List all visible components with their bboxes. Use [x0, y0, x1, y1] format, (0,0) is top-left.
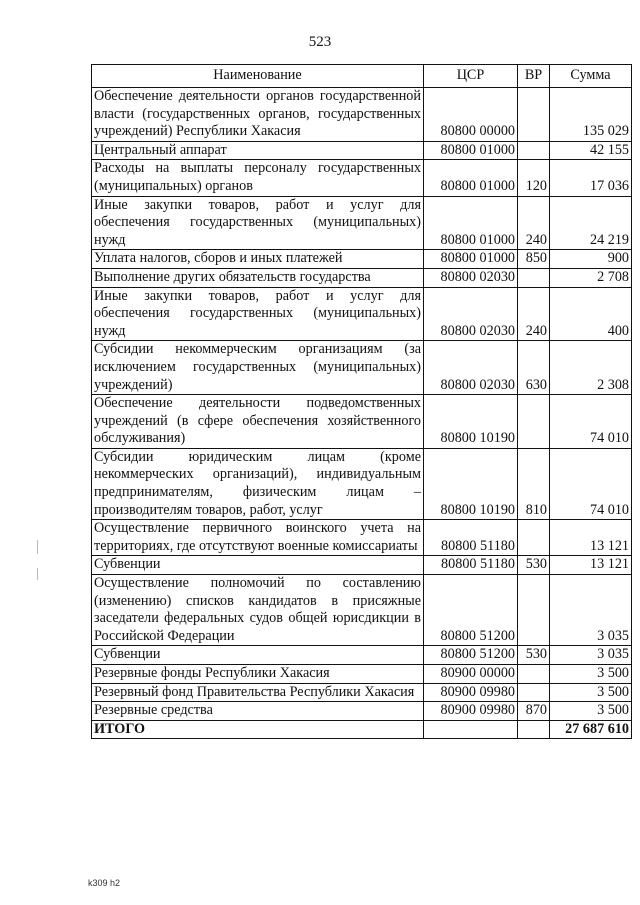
row-vr: 530 [518, 556, 550, 575]
table-row [92, 250, 632, 269]
row-sum: 17 036 [550, 160, 632, 196]
table-row [92, 160, 632, 196]
header-sum: Сумма [550, 65, 632, 88]
row-vr: 850 [518, 250, 550, 269]
total-row [92, 720, 632, 739]
row-vr: 810 [518, 448, 550, 519]
row-sum: 3 035 [550, 575, 632, 646]
table-row [92, 448, 632, 519]
row-name: Осуществление полномочий по составлению (изменению) списков кандидатов в присяжные заседатели федеральных судов общей юрисдикции в Российской Федерации [92, 575, 424, 646]
table-row [92, 88, 632, 142]
row-csr: 80900 00000 [424, 665, 518, 684]
margin-mark [37, 568, 38, 580]
row-csr: 80800 02030 [424, 287, 518, 341]
total-sum: 27 687 610 [550, 720, 632, 739]
row-sum: 135 029 [550, 88, 632, 142]
row-sum: 13 121 [550, 520, 632, 556]
table-row [92, 268, 632, 287]
row-name: Субвенции [92, 556, 424, 575]
row-name: Иные закупки товаров, работ и услуг для обеспечения государственных (муниципальных) нужд [92, 287, 424, 341]
table-row [92, 646, 632, 665]
row-sum: 3 500 [550, 665, 632, 684]
total-label: ИТОГО [92, 720, 424, 739]
table-row [92, 556, 632, 575]
table-row [92, 683, 632, 702]
row-vr [518, 268, 550, 287]
table-row [92, 287, 632, 341]
row-sum: 400 [550, 287, 632, 341]
table-row [92, 665, 632, 684]
row-vr [518, 88, 550, 142]
table-row [92, 196, 632, 250]
row-name: Субсидии юридическим лицам (кроме некоммерческих организаций), индивидуальным предпринимателям, физическим лицам – производителям товаров, работ, услуг [92, 448, 424, 519]
row-vr: 240 [518, 196, 550, 250]
table-row [92, 575, 632, 646]
row-csr: 80800 01000 [424, 196, 518, 250]
header-csr: ЦСР [424, 65, 518, 88]
budget-table [91, 64, 632, 739]
row-name: Субвенции [92, 646, 424, 665]
row-csr: 80800 02030 [424, 268, 518, 287]
row-csr: 80900 09980 [424, 683, 518, 702]
row-sum: 3 500 [550, 683, 632, 702]
row-sum: 2 308 [550, 341, 632, 395]
table-row [92, 702, 632, 721]
row-vr: 530 [518, 646, 550, 665]
row-vr [518, 665, 550, 684]
row-sum: 74 010 [550, 448, 632, 519]
row-csr: 80800 01000 [424, 160, 518, 196]
row-name: Центральный аппарат [92, 141, 424, 160]
row-csr: 80800 51200 [424, 575, 518, 646]
row-name: Осуществление первичного воинского учета на территориях, где отсутствуют военные комиссариаты [92, 520, 424, 556]
row-name: Расходы на выплаты персоналу государственных (муниципальных) органов [92, 160, 424, 196]
row-name: Резервные средства [92, 702, 424, 721]
table-row [92, 520, 632, 556]
row-csr: 80800 02030 [424, 341, 518, 395]
row-vr [518, 395, 550, 449]
row-vr: 240 [518, 287, 550, 341]
row-name: Субсидии некоммерческим организациям (за исключением государственных (муниципальных) учреждений) [92, 341, 424, 395]
row-csr: 80800 51180 [424, 556, 518, 575]
margin-mark [37, 540, 38, 554]
row-vr [518, 520, 550, 556]
row-vr: 120 [518, 160, 550, 196]
row-vr [518, 141, 550, 160]
row-vr [518, 683, 550, 702]
row-csr: 80800 01000 [424, 141, 518, 160]
row-csr: 80900 09980 [424, 702, 518, 721]
row-csr: 80800 10190 [424, 395, 518, 449]
row-name: Выполнение других обязательств государства [92, 268, 424, 287]
row-name: Резервные фонды Республики Хакасия [92, 665, 424, 684]
footer-code: k309 h2 [88, 878, 121, 888]
table-row [92, 341, 632, 395]
row-vr [518, 575, 550, 646]
row-name: Иные закупки товаров, работ и услуг для обеспечения государственных (муниципальных) нужд [92, 196, 424, 250]
page-number: 523 [308, 34, 332, 50]
row-csr: 80800 51180 [424, 520, 518, 556]
row-vr: 870 [518, 702, 550, 721]
row-sum: 74 010 [550, 395, 632, 449]
row-csr: 80800 01000 [424, 250, 518, 269]
row-csr: 80800 00000 [424, 88, 518, 142]
table-row [92, 141, 632, 160]
table-header-row [92, 65, 632, 88]
table-row [92, 395, 632, 449]
row-csr: 80800 10190 [424, 448, 518, 519]
row-sum: 2 708 [550, 268, 632, 287]
row-sum: 13 121 [550, 556, 632, 575]
row-sum: 42 155 [550, 141, 632, 160]
row-vr: 630 [518, 341, 550, 395]
row-name: Обеспечение деятельности подведомственных учреждений (в сфере обеспечения хозяйственного обслуживания) [92, 395, 424, 449]
row-csr: 80800 51200 [424, 646, 518, 665]
row-name: Резервный фонд Правительства Республики Хакасия [92, 683, 424, 702]
row-sum: 3 035 [550, 646, 632, 665]
row-sum: 24 219 [550, 196, 632, 250]
row-sum: 3 500 [550, 702, 632, 721]
row-name: Обеспечение деятельности органов государственной власти (государственных органов, государственных учреждений) Республики Хакасия [92, 88, 424, 142]
header-vr: ВР [518, 65, 550, 88]
row-name: Уплата налогов, сборов и иных платежей [92, 250, 424, 269]
row-sum: 900 [550, 250, 632, 269]
header-name: Наименование [92, 65, 424, 88]
